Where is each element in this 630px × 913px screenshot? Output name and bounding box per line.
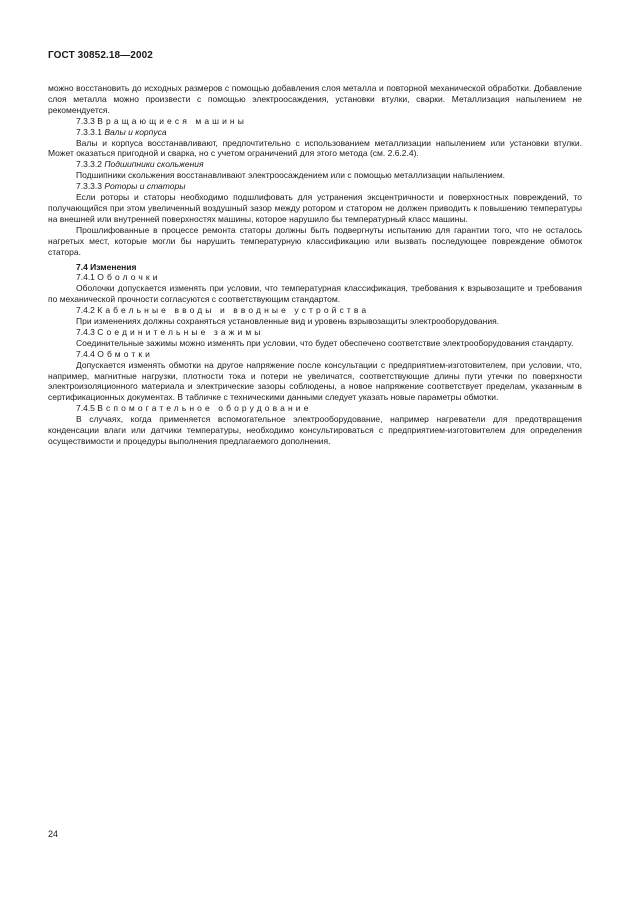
section-number: 7.4.4 [76, 348, 95, 359]
heading-7-3-3-1 [48, 127, 582, 138]
section-title: Подшипники скольжения [104, 159, 204, 170]
page-number: 24 [48, 829, 59, 839]
section-title: Кабельные вводы и вводные устройства [97, 305, 370, 316]
document-header: ГОСТ 30852.18—2002 [48, 50, 153, 61]
heading-7-3-3-2 [48, 159, 582, 170]
heading-7-4: 7.4 Изменения [76, 261, 137, 272]
heading-7-4-2 [48, 305, 582, 316]
paragraph-7-3-3-3a: Если роторы и статоры необходимо подшлифовать для устранения эксцентричности и поверхностных повреждений, то получающийся при этом увеличенный воздушный зазор между ротором и статором не должен приводить к повышению температуры на внешней или внутренней поверхностях машины, которое нарушило бы температурный класс машины. [48, 192, 582, 224]
section-number: 7.3.3.1 [76, 126, 102, 137]
section-title: Вращающиеся машины [97, 115, 247, 126]
paragraph-7-3-3-1: Валы и корпуса восстанавливают, предпочтительно с использованием металлизации напылением или установки втулки. Может оказаться пригодной и сварка, но с учетом ограничений для этого метода (см. 2.6.2.4). [48, 137, 582, 159]
section-title: Роторы и статоры [104, 181, 186, 192]
paragraph-7-4-2: При изменениях должны сохраняться установленные вид и уровень взрывозащиты электрооборудования. [76, 316, 500, 327]
heading-7-3-3 [48, 116, 582, 127]
section-title: Оболочки [97, 272, 161, 283]
section-number: 7.4.5 [76, 403, 95, 414]
paragraph-7-4-5: В случаях, когда применяется вспомогательное электрооборудование, например нагреватели для предотвращения конденсации влаги или датчики температуры, необходимо консультироваться с предприятием-изготовителем для определения осуществимости и процедуры выполнения предлагаемого дополнения. [48, 414, 582, 446]
section-number: 7.4.3 [76, 326, 95, 337]
heading-7-4-4 [48, 349, 582, 360]
paragraph-intro: можно восстановить до исходных размеров с помощью добавления слоя металла и повторной механической обработки. Добавление слоя металла можно произвести с помощью электроосаждения, установки втулки, сварки. Металлизация напылением не рекомендуется. [48, 83, 582, 115]
document-body [48, 83, 582, 447]
paragraph-7-4-4: Допускается изменять обмотки на другое напряжение после консультации с предприятием-изготовителем, при условии, что, например, магнитные нагрузки, плотности тока и потери не увеличатся, соответствующие длины пути утечки по поверхности электроизоляционного материала и электрические зазоры соблюдены, а новое напряжение соответствует пределам, указанным в сертификационных документах. В табличке с техническими данными следует указать новые параметры обмотки. [48, 359, 582, 403]
heading-7-4-5 [48, 403, 582, 414]
section-title: Валы и корпуса [104, 126, 167, 137]
paragraph-7-3-3-2: Подшипники скольжения восстанавливают электроосаждением или с помощью металлизации напылением. [76, 170, 506, 181]
paragraph-7-3-3-3b: Прошлифованные в процессе ремонта статоры должны быть подвергнуты испытанию для гарантии того, что не осталось нагретых мест, которые могли бы нарушить температурную классификацию или вызвать последующее повреждение обмоток статора. [48, 224, 582, 257]
heading-7-3-3-3 [48, 181, 582, 192]
section-title: Обмотки [97, 348, 154, 359]
paragraph-7-4-3: Соединительные зажимы можно изменять при условии, что будет обеспечено соответствие электрооборудования стандарту. [76, 337, 574, 348]
heading-7-4-3 [48, 327, 582, 338]
section-title: Вспомогательное оборудование [97, 403, 312, 414]
heading-7-4-1 [48, 272, 582, 283]
section-title: Соединительные зажимы [97, 326, 264, 337]
section-number: 7.3.3.3 [76, 181, 102, 192]
section-number: 7.4.1 [76, 272, 95, 283]
section-number: 7.3.3 [76, 115, 95, 126]
section-number: 7.3.3.2 [76, 159, 102, 170]
section-number: 7.4.2 [76, 305, 95, 316]
paragraph-7-4-1: Оболочки допускается изменять при условии, что температурная классификация, требования к взрывозащите и требования по механической прочности согласуются с соответствующим стандартом. [48, 283, 582, 305]
